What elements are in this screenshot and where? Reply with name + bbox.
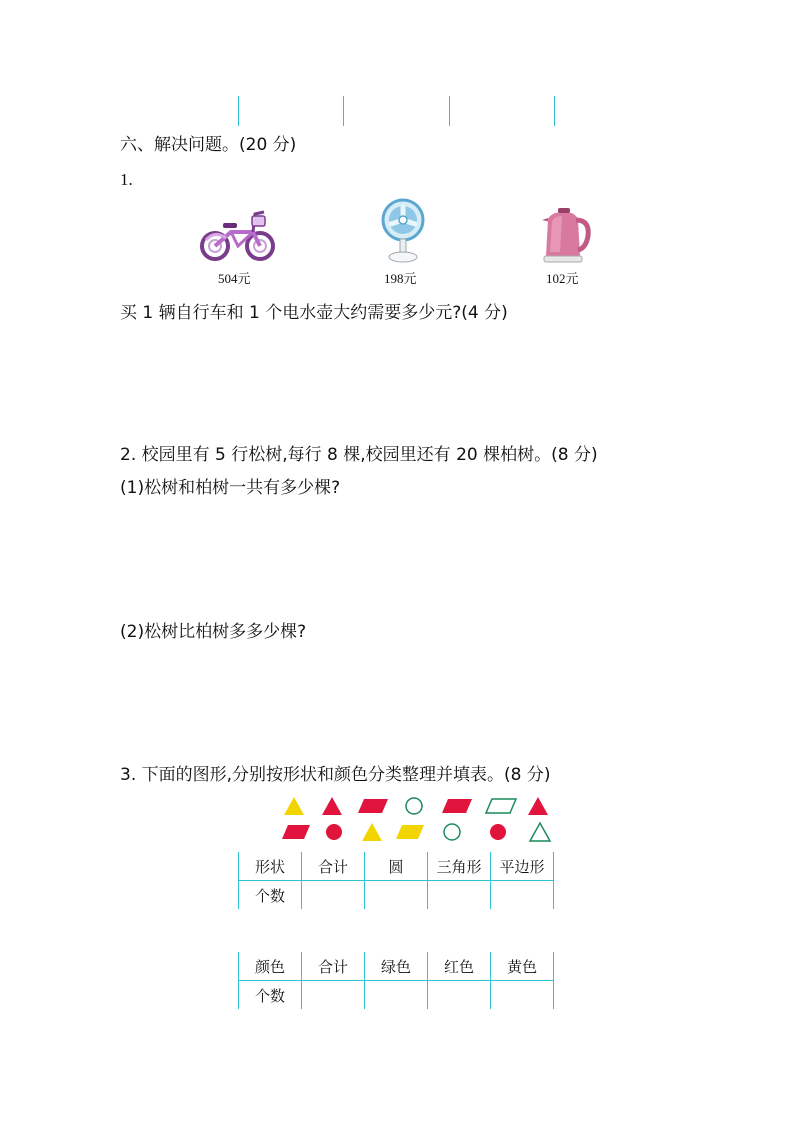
color-table-header-row	[239, 952, 554, 981]
color-table-blank-cell[interactable]	[365, 981, 428, 1010]
shape-parallelogram-green-outline	[486, 799, 516, 813]
section-title: 六、解决问题。(20 分)	[120, 135, 297, 155]
shape-table-header: 圆	[365, 852, 428, 881]
shape-triangle-green-outline	[530, 823, 550, 841]
shape-triangle-yellow	[362, 823, 382, 841]
color-table-count-row	[239, 981, 554, 1010]
shape-table-blank-cell[interactable]	[365, 881, 428, 910]
top-table-line-3	[449, 96, 450, 126]
color-table-blank-cell[interactable]	[302, 981, 365, 1010]
shape-table-header: 平边形	[491, 852, 554, 881]
color-table-blank-cell[interactable]	[428, 981, 491, 1010]
shape-table-blank-cell[interactable]	[428, 881, 491, 910]
color-table-header: 颜色	[239, 952, 302, 981]
shape-table-header-row	[239, 852, 554, 881]
shape-circle-green-outline	[444, 824, 460, 840]
shape-triangle-yellow	[284, 797, 304, 815]
shape-table-header: 三角形	[428, 852, 491, 881]
shape-table-header: 合计	[302, 852, 365, 881]
shape-table	[238, 852, 554, 909]
shape-table-blank-cell[interactable]	[491, 881, 554, 910]
shape-circle-green-outline	[406, 798, 422, 814]
shape-circle-red	[326, 824, 342, 840]
shape-table-row-label: 个数	[239, 881, 302, 910]
shape-table-count-row	[239, 881, 554, 910]
fan-price: 198元	[384, 271, 417, 286]
top-table-line-4	[554, 96, 555, 126]
shape-circle-red	[490, 824, 506, 840]
shape-triangle-red	[322, 797, 342, 815]
shape-parallelogram-red	[282, 825, 310, 839]
shapes-figure	[278, 794, 553, 844]
color-table-header: 红色	[428, 952, 491, 981]
q3-question: 3. 下面的图形,分别按形状和颜色分类整理并填表。(8 分)	[120, 765, 551, 785]
kettle-image	[536, 206, 592, 264]
shape-parallelogram-yellow	[396, 825, 424, 839]
shape-parallelogram-red	[442, 799, 472, 813]
shape-table-blank-cell[interactable]	[302, 881, 365, 910]
kettle-price: 102元	[546, 271, 579, 286]
q1-question: 买 1 辆自行车和 1 个电水壶大约需要多少元?(4 分)	[120, 303, 508, 323]
shape-parallelogram-red	[358, 799, 388, 813]
color-table-header: 绿色	[365, 952, 428, 981]
top-table-line-2	[343, 96, 344, 126]
q1-number: 1.	[120, 170, 133, 189]
color-table	[238, 952, 554, 1009]
bicycle-image	[198, 206, 276, 264]
q2-question: 2. 校园里有 5 行松树,每行 8 棵,校园里还有 20 棵柏树。(8 分)	[120, 445, 598, 465]
q2-sub1: (1)松树和柏树一共有多少棵?	[120, 478, 341, 498]
fan-image	[378, 198, 428, 264]
bicycle-price: 504元	[218, 271, 251, 286]
shape-triangle-red	[528, 797, 548, 815]
color-table-row-label: 个数	[239, 981, 302, 1010]
color-table-header: 黄色	[491, 952, 554, 981]
color-table-blank-cell[interactable]	[491, 981, 554, 1010]
shape-table-header: 形状	[239, 852, 302, 881]
q2-sub2: (2)松树比柏树多多少棵?	[120, 622, 307, 642]
color-table-header: 合计	[302, 952, 365, 981]
top-table-line-1	[238, 96, 239, 126]
